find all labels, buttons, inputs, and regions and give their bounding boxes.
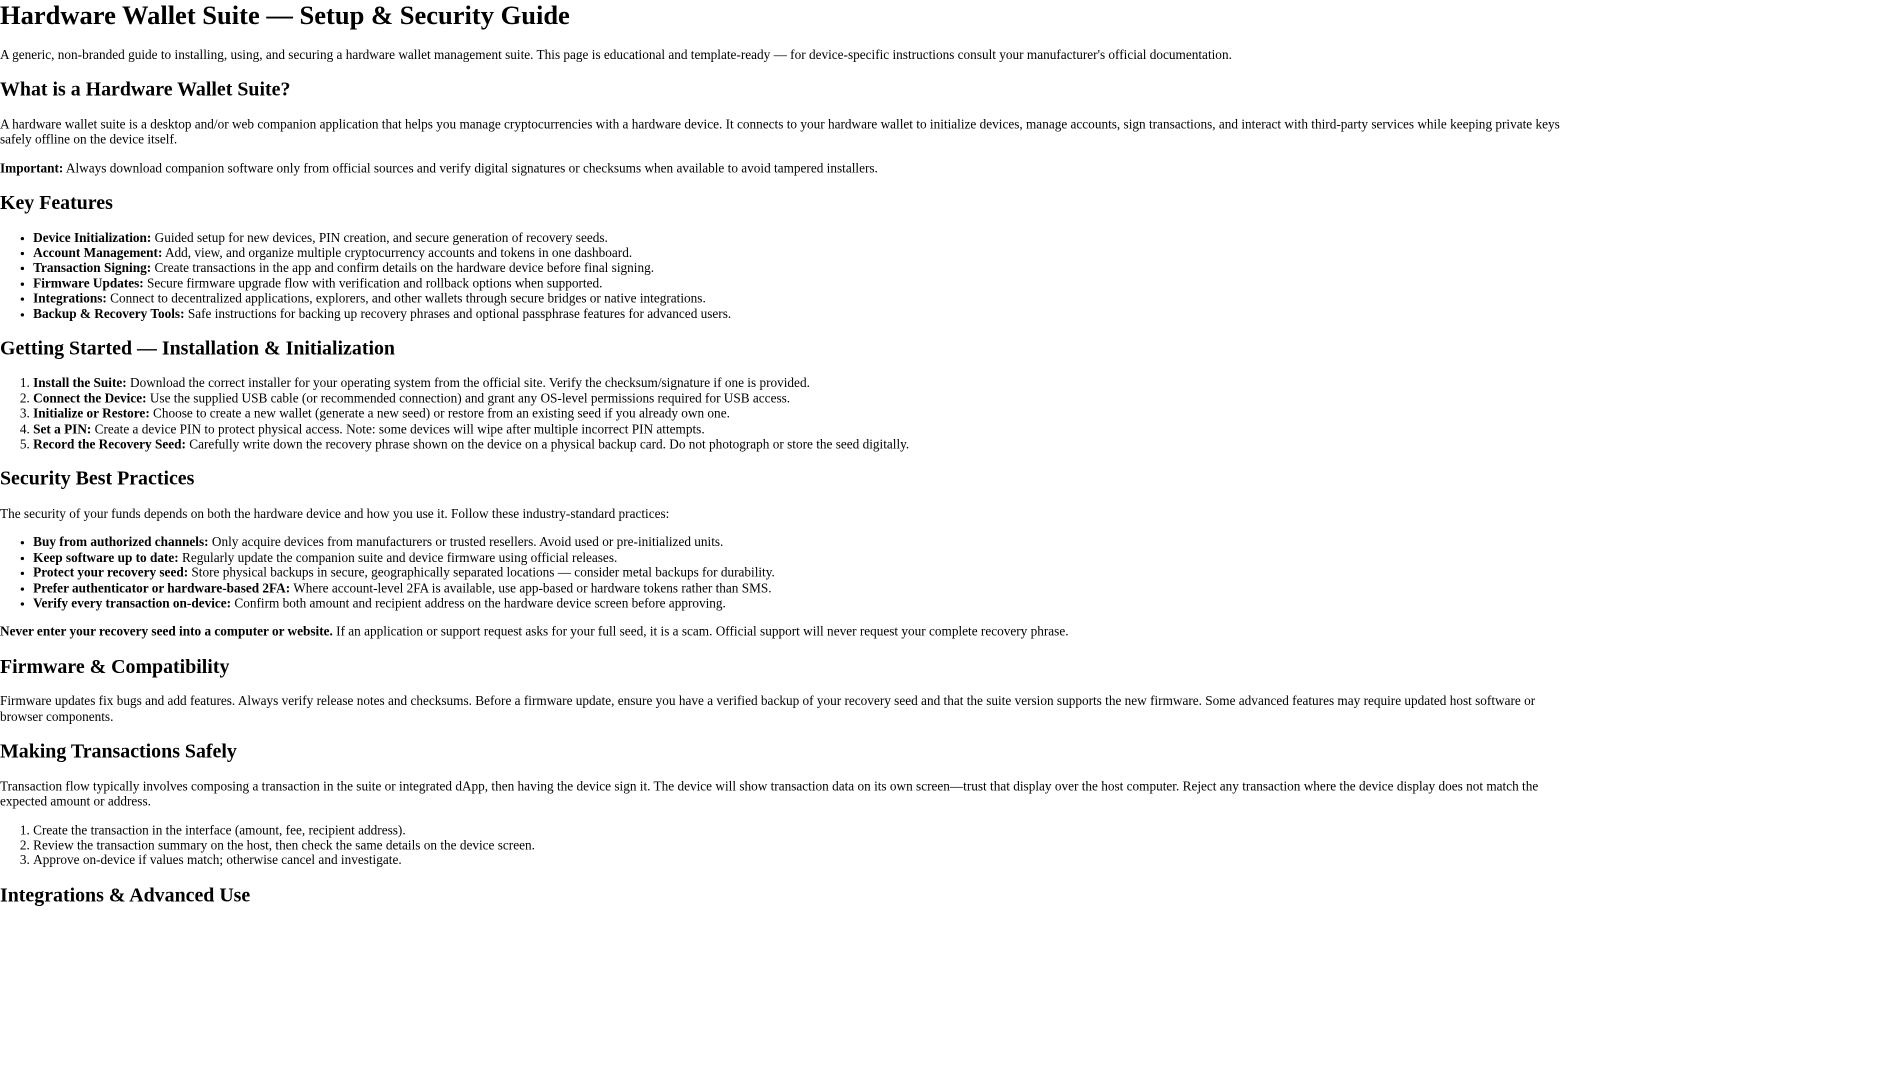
seed-warning xyxy=(0,625,1564,640)
list-item xyxy=(33,597,1564,612)
important-label: Important: xyxy=(0,161,64,176)
item-label: Initialize or Restore: xyxy=(33,407,150,422)
item-text: Use the supplied USB cable (or recommended connection) and grant any OS-level permissions required for USB access. xyxy=(146,391,791,406)
item-text: Choose to create a new wallet (generate a new seed) or restore from an existing seed if you already own one. xyxy=(149,407,730,422)
important-note xyxy=(0,161,1564,176)
item-text: Create transactions in the app and confirm details on the hardware device before final signing. xyxy=(151,261,655,276)
item-text: Add, view, and organize multiple cryptocurrency accounts and tokens in one dashboard. xyxy=(162,246,633,261)
item-label: Integrations: xyxy=(33,291,107,306)
item-text: Where account-level 2FA is available, use app-based or hardware tokens rather than SMS. xyxy=(290,581,772,596)
getting-started-list xyxy=(0,377,1564,453)
list-item xyxy=(33,581,1564,596)
item-label: Backup & Recovery Tools: xyxy=(33,306,185,322)
list-item: 3. Approve on-device if values match; otherwise cancel and investigate. xyxy=(33,854,1564,869)
section-heading-security: Security Best Practices xyxy=(0,468,195,491)
item-label: Firmware Updates: xyxy=(33,276,144,291)
features-list xyxy=(0,231,1564,322)
item-label: Transaction Signing: xyxy=(33,261,152,276)
section-heading-integrations: Integrations & Advanced Use xyxy=(0,884,251,907)
item-text: Confirm both amount and recipient address on the hardware device screen before approving. xyxy=(231,596,726,611)
list-item: 2. Review the transaction summary on the host, then check the same details on the device screen. xyxy=(33,838,1564,853)
what-paragraph: A hardware wallet suite is a desktop and/or web companion application that helps you manage cryptocurrencies with a hardware device. It connects to your hardware wallet to initialize devices, manage accounts, sign transactions, and interact with third-party services while keeping private keys safely offline on the device itself. xyxy=(0,117,1560,147)
list-item xyxy=(33,292,1564,307)
item-text: Regularly update the companion suite and device firmware using official releases. xyxy=(178,550,618,565)
list-item xyxy=(33,307,1564,322)
item-text: Guided setup for new devices, PIN creation, and secure generation of recovery seeds. xyxy=(151,230,608,245)
item-label: Keep software up to date: xyxy=(33,550,179,565)
list-item xyxy=(33,566,1564,581)
item-label: Device Initialization: xyxy=(33,230,152,245)
section-heading-what: What is a Hardware Wallet Suite? xyxy=(0,78,291,101)
item-label: Record the Recovery Seed: xyxy=(33,437,186,452)
item-text: Secure firmware upgrade flow with verification and rollback options when supported. xyxy=(143,276,603,291)
list-item xyxy=(33,246,1564,261)
item-text: Carefully write down the recovery phrase shown on the device on a physical backup card. Do not photograph or store the seed digitally. xyxy=(185,437,910,452)
list-item xyxy=(33,261,1564,276)
important-text: Always download companion software only from official sources and verify digital signatures or checksums when available to avoid tampered installers. xyxy=(63,161,878,176)
list-item xyxy=(33,422,1564,437)
item-text: Download the correct installer for your operating system from the official site. Verify the checksum/signature if one is provided. xyxy=(126,376,810,391)
list-item xyxy=(33,438,1564,453)
list-item xyxy=(33,551,1564,566)
transactions-list xyxy=(0,823,1564,869)
security-list xyxy=(0,536,1564,612)
item-text: Connect to decentralized applications, explorers, and other wallets through secure bridges or native integrations. xyxy=(106,291,706,306)
security-intro: The security of your funds depends on both the hardware device and how you use it. Follow these industry-standard practices: xyxy=(0,507,670,522)
page-title: Hardware Wallet Suite — Setup & Security Guide xyxy=(0,0,570,30)
warning-label: Never enter your recovery seed into a computer or website. xyxy=(0,625,333,640)
item-label: Account Management: xyxy=(33,246,163,261)
intro-paragraph: A generic, non-branded guide to installing, using, and securing a hardware wallet management suite. This page is educational and template-ready — for device-specific instructions consult your manufacturer's official documentation. xyxy=(0,47,1232,62)
list-item xyxy=(33,392,1564,407)
firmware-paragraph: Firmware updates fix bugs and add features. Always verify release notes and checksums. Before a firmware update, ensure you have a verified backup of your recovery seed and that the suite version supports the new firmware. Some advanced features may require updated host software or browser components. xyxy=(0,694,1536,724)
item-text: Safe instructions for backing up recovery phrases and optional passphrase features for advanced users. xyxy=(184,306,732,322)
item-label: Prefer authenticator or hardware-based 2FA: xyxy=(33,581,291,596)
section-heading-getting-started: Getting Started — Installation & Initialization xyxy=(0,337,395,360)
section-heading-transactions: Making Transactions Safely xyxy=(0,740,237,763)
list-item xyxy=(33,407,1564,422)
list-item xyxy=(33,277,1564,292)
item-label: Set a PIN: xyxy=(33,422,92,437)
list-item xyxy=(33,377,1564,392)
section-heading-features: Key Features xyxy=(0,192,113,214)
list-item xyxy=(33,231,1564,246)
list-item xyxy=(33,536,1564,551)
item-text: Create a device PIN to protect physical access. Note: some devices will wipe after multiple incorrect PIN attempts. xyxy=(91,422,705,437)
item-text: Store physical backups in secure, geographically separated locations — consider metal backups for durability. xyxy=(188,566,775,581)
list-item: 1. Create the transaction in the interface (amount, fee, recipient address). xyxy=(33,823,1564,838)
item-text: Only acquire devices from manufacturers or trusted resellers. Avoid used or pre-initialized units. xyxy=(208,535,724,550)
transactions-paragraph: Transaction flow typically involves composing a transaction in the suite or integrated dApp, then having the device sign it. The device will show transaction data on its own screen—trust that display over the host computer. Reject any transaction where the device display does not match the expected amount or address. xyxy=(0,779,1539,809)
item-label: Protect your recovery seed: xyxy=(33,566,189,581)
section-heading-firmware: Firmware & Compatibility xyxy=(0,656,230,678)
item-label: Buy from authorized channels: xyxy=(33,535,209,550)
item-label: Connect the Device: xyxy=(33,391,147,406)
warning-text: If an application or support request asks for your full seed, it is a scam. Official support will never request your complete recovery phrase. xyxy=(332,625,1069,640)
item-label: Verify every transaction on-device: xyxy=(33,596,232,611)
item-label: Install the Suite: xyxy=(33,376,127,391)
